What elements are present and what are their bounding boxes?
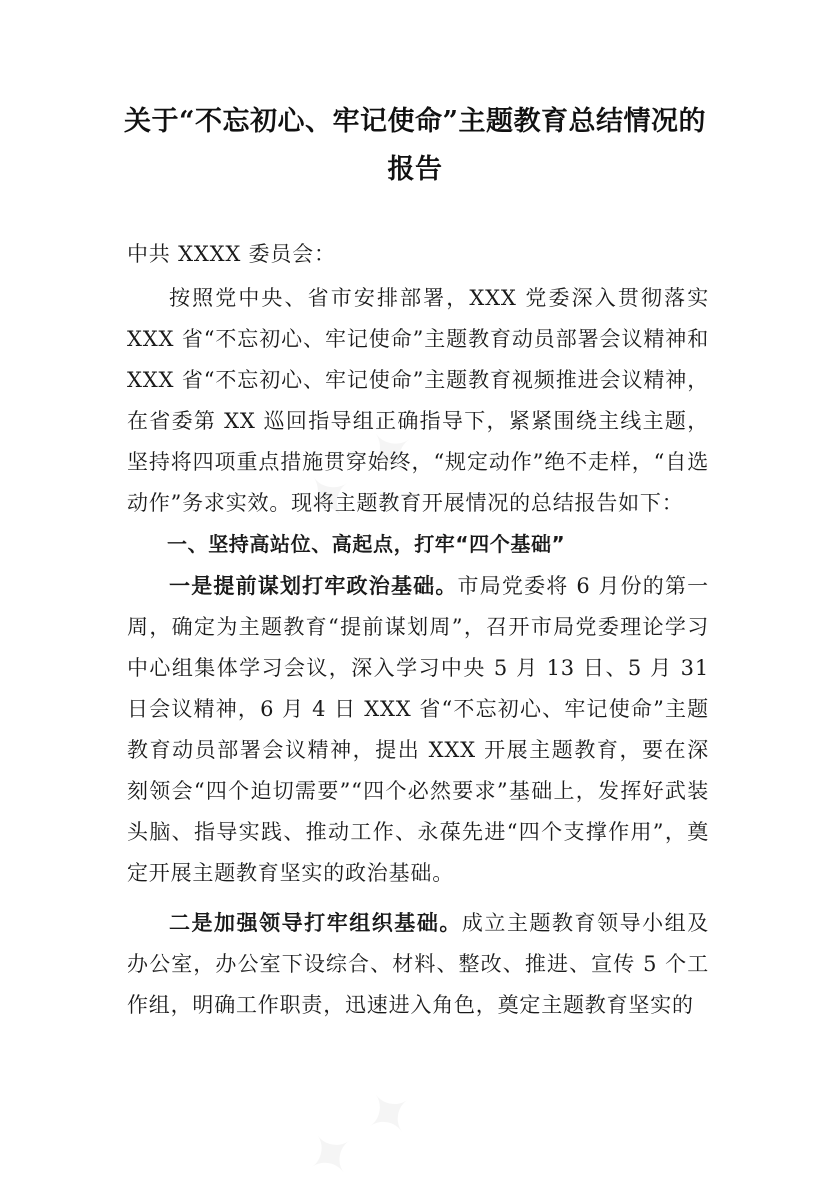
- paragraph-lead: 二是加强领导打牢组织基础。: [169, 910, 462, 935]
- document-title: [100, 98, 730, 194]
- paragraph-lead: 一是提前谋划打牢政治基础。: [169, 573, 458, 598]
- watermark: ✦ ✦: [285, 409, 435, 545]
- paragraph-organizational-foundation: [127, 902, 709, 1026]
- title-line-2: 报告: [387, 154, 443, 185]
- title-line-1: 关于“不忘初心、牢记使命”主题教育总结情况的: [123, 106, 707, 137]
- salutation: 中共 XXXX 委员会：: [127, 242, 336, 266]
- section-heading-1: 一、坚持高站位、高起点，打牢“四个基础”: [167, 532, 566, 556]
- paragraph-political-foundation: [127, 565, 709, 894]
- watermark: ✦ ✦: [290, 1071, 431, 1199]
- document-body: [127, 234, 709, 1026]
- intro-paragraph: 按照党中央、省市安排部署，XXX 党委深入贯彻落实 XXX 省“不忘初心、牢记使命”主题教育动员部署会议精神和 XXX 省“不忘初心、牢记使命”主题教育视频推进会议精神，在省委第 XX 巡回指导组正确指导下，紧紧围绕主线主题，坚持将四项重点措施贯穿始终，“规定动作”绝不走样，“自选动作”务求实效。现将主题教育开展情况的总结报告如下：: [127, 286, 709, 515]
- paragraph-text: 成立主题教育领导小组及办公室，办公室下设综合、材料、整改、推进、宣传 5 个工作组，明确工作职责，迅速进入角色，奠定主题教育坚实的: [127, 911, 709, 1017]
- paragraph-text: 市局党委将 6 月份的第一周，确定为主题教育“提前谋划周”，召开市局党委理论学习中心组集体学习会议，深入学习中央 5 月 13 日、5 月 31 日会议精神，6 月 4 日 XXX 省“不忘初心、牢记使命”主题教育动员部署会议精神，提出 XXX 开展主题教育，要在深刻领会“四个迫切需要”“四个必然要求”基础上，发挥好武装头脑、指导实践、推动工作、永葆先进“四个支撑作用”，奠定开展主题教育坚实的政治基础。: [127, 574, 709, 885]
